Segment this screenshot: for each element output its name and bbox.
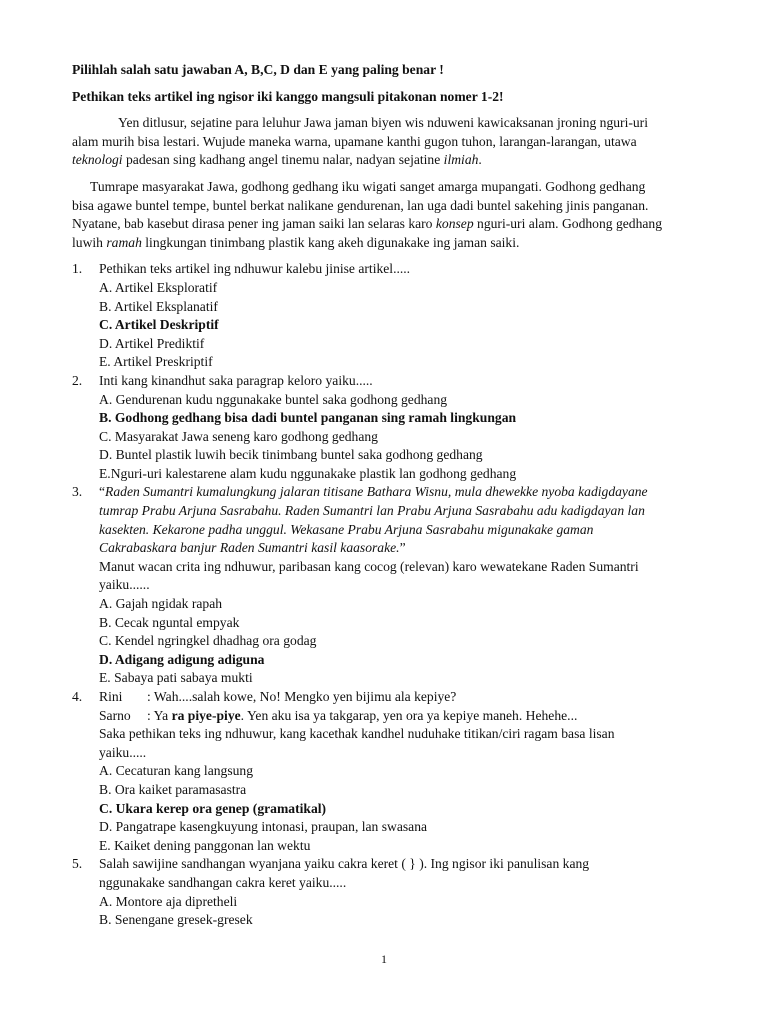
- question-text: yaiku......: [99, 577, 150, 593]
- question-4: [72, 688, 718, 855]
- question-text: Saka pethikan teks ing ndhuwur, kang kacethak kandhel nuduhake titikan/ciri ragam basa lisan: [99, 726, 615, 742]
- question-number: 3.: [72, 484, 83, 500]
- question-number: 4.: [72, 689, 83, 704]
- question-text: Inti kang kinandhut saka paragrap keloro yaiku.....: [99, 372, 373, 388]
- option-d-answer: D. Adigang adigung adiguna: [99, 651, 265, 667]
- dialogue-line-sarno: Sarno : Ya ra piye-piye. Yen aku isa ya takgarap, yen ora ya kepiye maneh. Hehehe...: [99, 707, 578, 723]
- option-c-answer: C. Artikel Deskriptif: [99, 317, 219, 333]
- story-quote-line: “Raden Sumantri kumalungkung jalaran titisane Bathara Wisnu, mula dhewekke nyoba kadigdayane: [99, 484, 648, 500]
- option-b-answer: B. Godhong gedhang bisa dadi buntel panganan sing ramah lingkungan: [99, 410, 517, 426]
- question-text: Salah sawijine sandhangan wyanjana yaiku cakra keret ( } ). Ing ngisor iki panulisan kang: [99, 856, 590, 872]
- option-c-answer: C. Ukara kerep ora genep (gramatikal): [99, 800, 327, 816]
- option-b: B. Cecak nguntal empyak: [99, 614, 240, 630]
- option-a: A. Cecaturan kang langsung: [99, 763, 254, 779]
- option-d: D. Buntel plastik luwih becik tinimbang buntel saka godhong gedhang: [99, 447, 483, 463]
- story-quote-line: tumrap Prabu Arjuna Sasrabahu. Raden Sumantri lan Prabu Arjuna Sasrabahu adu kadigdayan lan: [99, 503, 645, 519]
- story-quote-line: kasekten. Kekarone padha unggul. Wekasane Prabu Arjuna Sasrabahu migunakake gaman: [99, 521, 594, 537]
- article-paragraph-2: Tumrape masyarakat Jawa, godhong gedhang iku wigati sanget amarga mupangati. Godhong gedhang bisa agawe buntel tempe, buntel berkat nalikane gendurenan, lan uga dadi buntel sakehing jinis panganan. Nyatane, bab kasebut dirasa pener ing jaman saiki lan selaras karo konsep nguri-uri alam. Godhong gedhang luwih ramah lingkungan tinimbang plastik kang akeh digunakake ing jaman saiki.: [72, 178, 663, 250]
- dialogue-line-rini: Rini : Wah....salah kowe, No! Mengko yen bijimu ala kepiye?: [99, 689, 457, 704]
- option-b: B. Ora kaiket paramasastra: [99, 781, 247, 797]
- question-3: [72, 483, 718, 688]
- option-d: D. Artikel Prediktif: [99, 335, 205, 351]
- option-a: A. Artikel Eksploratif: [99, 279, 218, 295]
- question-text: yaiku.....: [99, 744, 147, 760]
- option-e: E. Kaiket dening panggonan lan wektu: [99, 837, 311, 853]
- question-1: [72, 260, 718, 372]
- option-b: B. Artikel Eksplanatif: [99, 298, 218, 314]
- document-page: [72, 61, 718, 930]
- option-e: E. Artikel Preskriptif: [99, 354, 213, 370]
- page-number: 1: [381, 952, 387, 966]
- question-2: [72, 372, 718, 484]
- instruction-heading: Pilihlah salah satu jawaban A, B,C, D dan E yang paling benar !: [72, 62, 444, 77]
- question-text: Pethikan teks artikel ing ndhuwur kalebu jinise artikel.....: [99, 261, 411, 277]
- option-a: A. Gendurenan kudu nggunakake buntel saka godhong gedhang: [99, 391, 448, 407]
- question-5: [72, 855, 718, 929]
- story-quote-line: Cakrabaskara banjur Raden Sumantri kasil kaasorake.”: [99, 540, 406, 556]
- question-text: nggunakake sandhangan cakra keret yaiku.....: [99, 874, 347, 890]
- question-number: 1.: [72, 261, 83, 277]
- option-b: B. Senengane gresek-gresek: [99, 912, 253, 928]
- question-text: Manut wacan crita ing ndhuwur, paribasan kang cocog (relevan) karo wewatekane Raden Sumantri: [99, 558, 639, 574]
- option-c: C. Kendel ngringkel dhadhag ora godag: [99, 633, 317, 649]
- question-number: 5.: [72, 856, 83, 872]
- option-a: A. Gajah ngidak rapah: [99, 596, 223, 612]
- question-number: 2.: [72, 372, 83, 388]
- article-paragraph-1: Yen ditlusur, sejatine para leluhur Jawa jaman biyen wis nduweni kawicaksanan jroning nguri-uri alam murih bisa lestari. Wujude maneka warna, upamane kanthi gugon tuhon, larangan-larangan, utawa teknologi padesan sing kadhang angel tinemu nalar, nadyan sejatine ilmiah.: [72, 115, 648, 168]
- option-a: A. Montore aja dipretheli: [99, 893, 238, 909]
- option-d: D. Pangatrape kasengkuyung intonasi, praupan, lan swasana: [99, 819, 428, 835]
- option-c: C. Masyarakat Jawa seneng karo godhong gedhang: [99, 428, 378, 444]
- excerpt-intro-heading: Pethikan teks artikel ing ngisor iki kanggo mangsuli pitakonan nomer 1-2!: [72, 88, 504, 104]
- option-e: E. Sabaya pati sabaya mukti: [99, 670, 253, 686]
- option-e: E.Nguri-uri kalestarene alam kudu nggunakake plastik lan godhong gedhang: [99, 465, 517, 481]
